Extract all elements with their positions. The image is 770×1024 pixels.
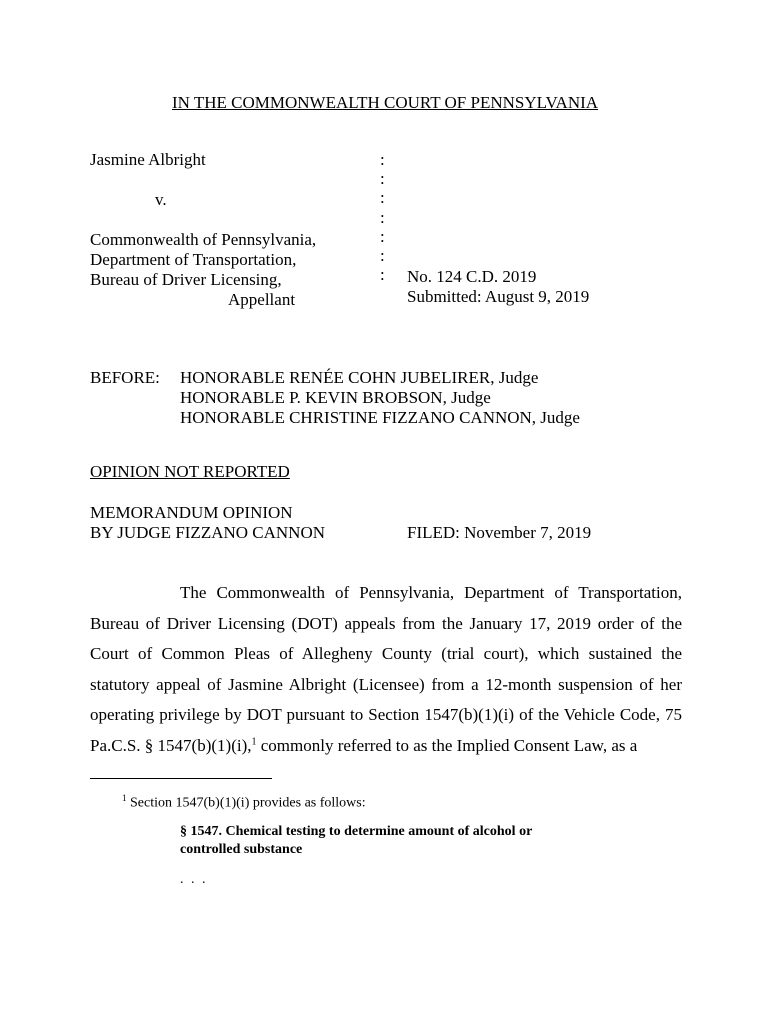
footnote-reference[interactable]: 1 [251,736,257,748]
caption-separator: : [380,226,385,246]
appellant-line: Commonwealth of Pennsylvania, [90,230,317,249]
footnote [122,790,366,812]
statute-heading [180,823,532,859]
body-text-part: The Commonwealth of Pennsylvania, Department of Transportation, Bureau of Driver Licensing (DOT) appeals from the January 17, 2019 order of the Court of Common Pleas of Allegheny County (trial court), which sustained the statutory appeal of Jasmine Albright (Licensee) from a 12-month suspension of her operating privilege by DOT pursuant to Section 1547(b)(1)(i) of the Vehicle Code, 75 Pa.C.S. § 1547(b)(1)(i), [90,583,682,755]
caption-separator: : [380,207,385,227]
caption-separator: : [380,245,385,265]
opinion-not-reported: OPINION NOT REPORTED [90,462,290,481]
memorandum-title: MEMORANDUM OPINION [90,503,293,522]
appellant-line: Bureau of Driver Licensing, [90,270,282,289]
appellee-name: Jasmine Albright [90,150,206,169]
statute-heading-line: controlled substance [180,842,303,857]
statute-ellipsis: . . . [180,872,208,887]
judge-name: HONORABLE RENÉE COHN JUBELIRER, Judge [180,368,539,387]
filed-date: FILED: November 7, 2019 [407,523,592,542]
case-caption-parties [90,150,316,310]
before-label: BEFORE: [90,368,160,387]
caption-separator: : [380,169,385,189]
statute-heading-line: § 1547. Chemical testing to determine amount of alcohol or [180,824,533,839]
caption-separator: : [380,265,385,285]
caption-separator: : [380,150,385,169]
footnote-text: Section 1547(b)(1)(i) provides as follows: [130,795,366,811]
caption-separator: : [380,188,385,208]
docket-block [407,267,589,307]
docket-number: No. 124 C.D. 2019 [407,267,537,286]
footnote-divider [90,778,272,779]
body-text-part: commonly referred to as the Implied Consent Law, as a [256,735,638,755]
versus-label: v. [155,190,167,209]
judge-name: HONORABLE CHRISTINE FIZZANO CANNON, Judge [180,408,580,427]
judges-list [180,368,580,428]
memorandum-heading [90,503,325,543]
appellant-role: Appellant [228,290,296,309]
opinion-body-paragraph [90,578,682,762]
judge-name: HONORABLE P. KEVIN BROBSON, Judge [180,388,491,407]
footnote-marker: 1 [122,793,127,803]
court-title: IN THE COMMONWEALTH COURT OF PENNSYLVANIA [171,93,599,112]
submitted-date: Submitted: August 9, 2019 [407,287,590,306]
caption-separator-column [380,150,385,284]
memorandum-author: BY JUDGE FIZZANO CANNON [90,523,326,542]
appellant-line: Department of Transportation, [90,250,297,269]
